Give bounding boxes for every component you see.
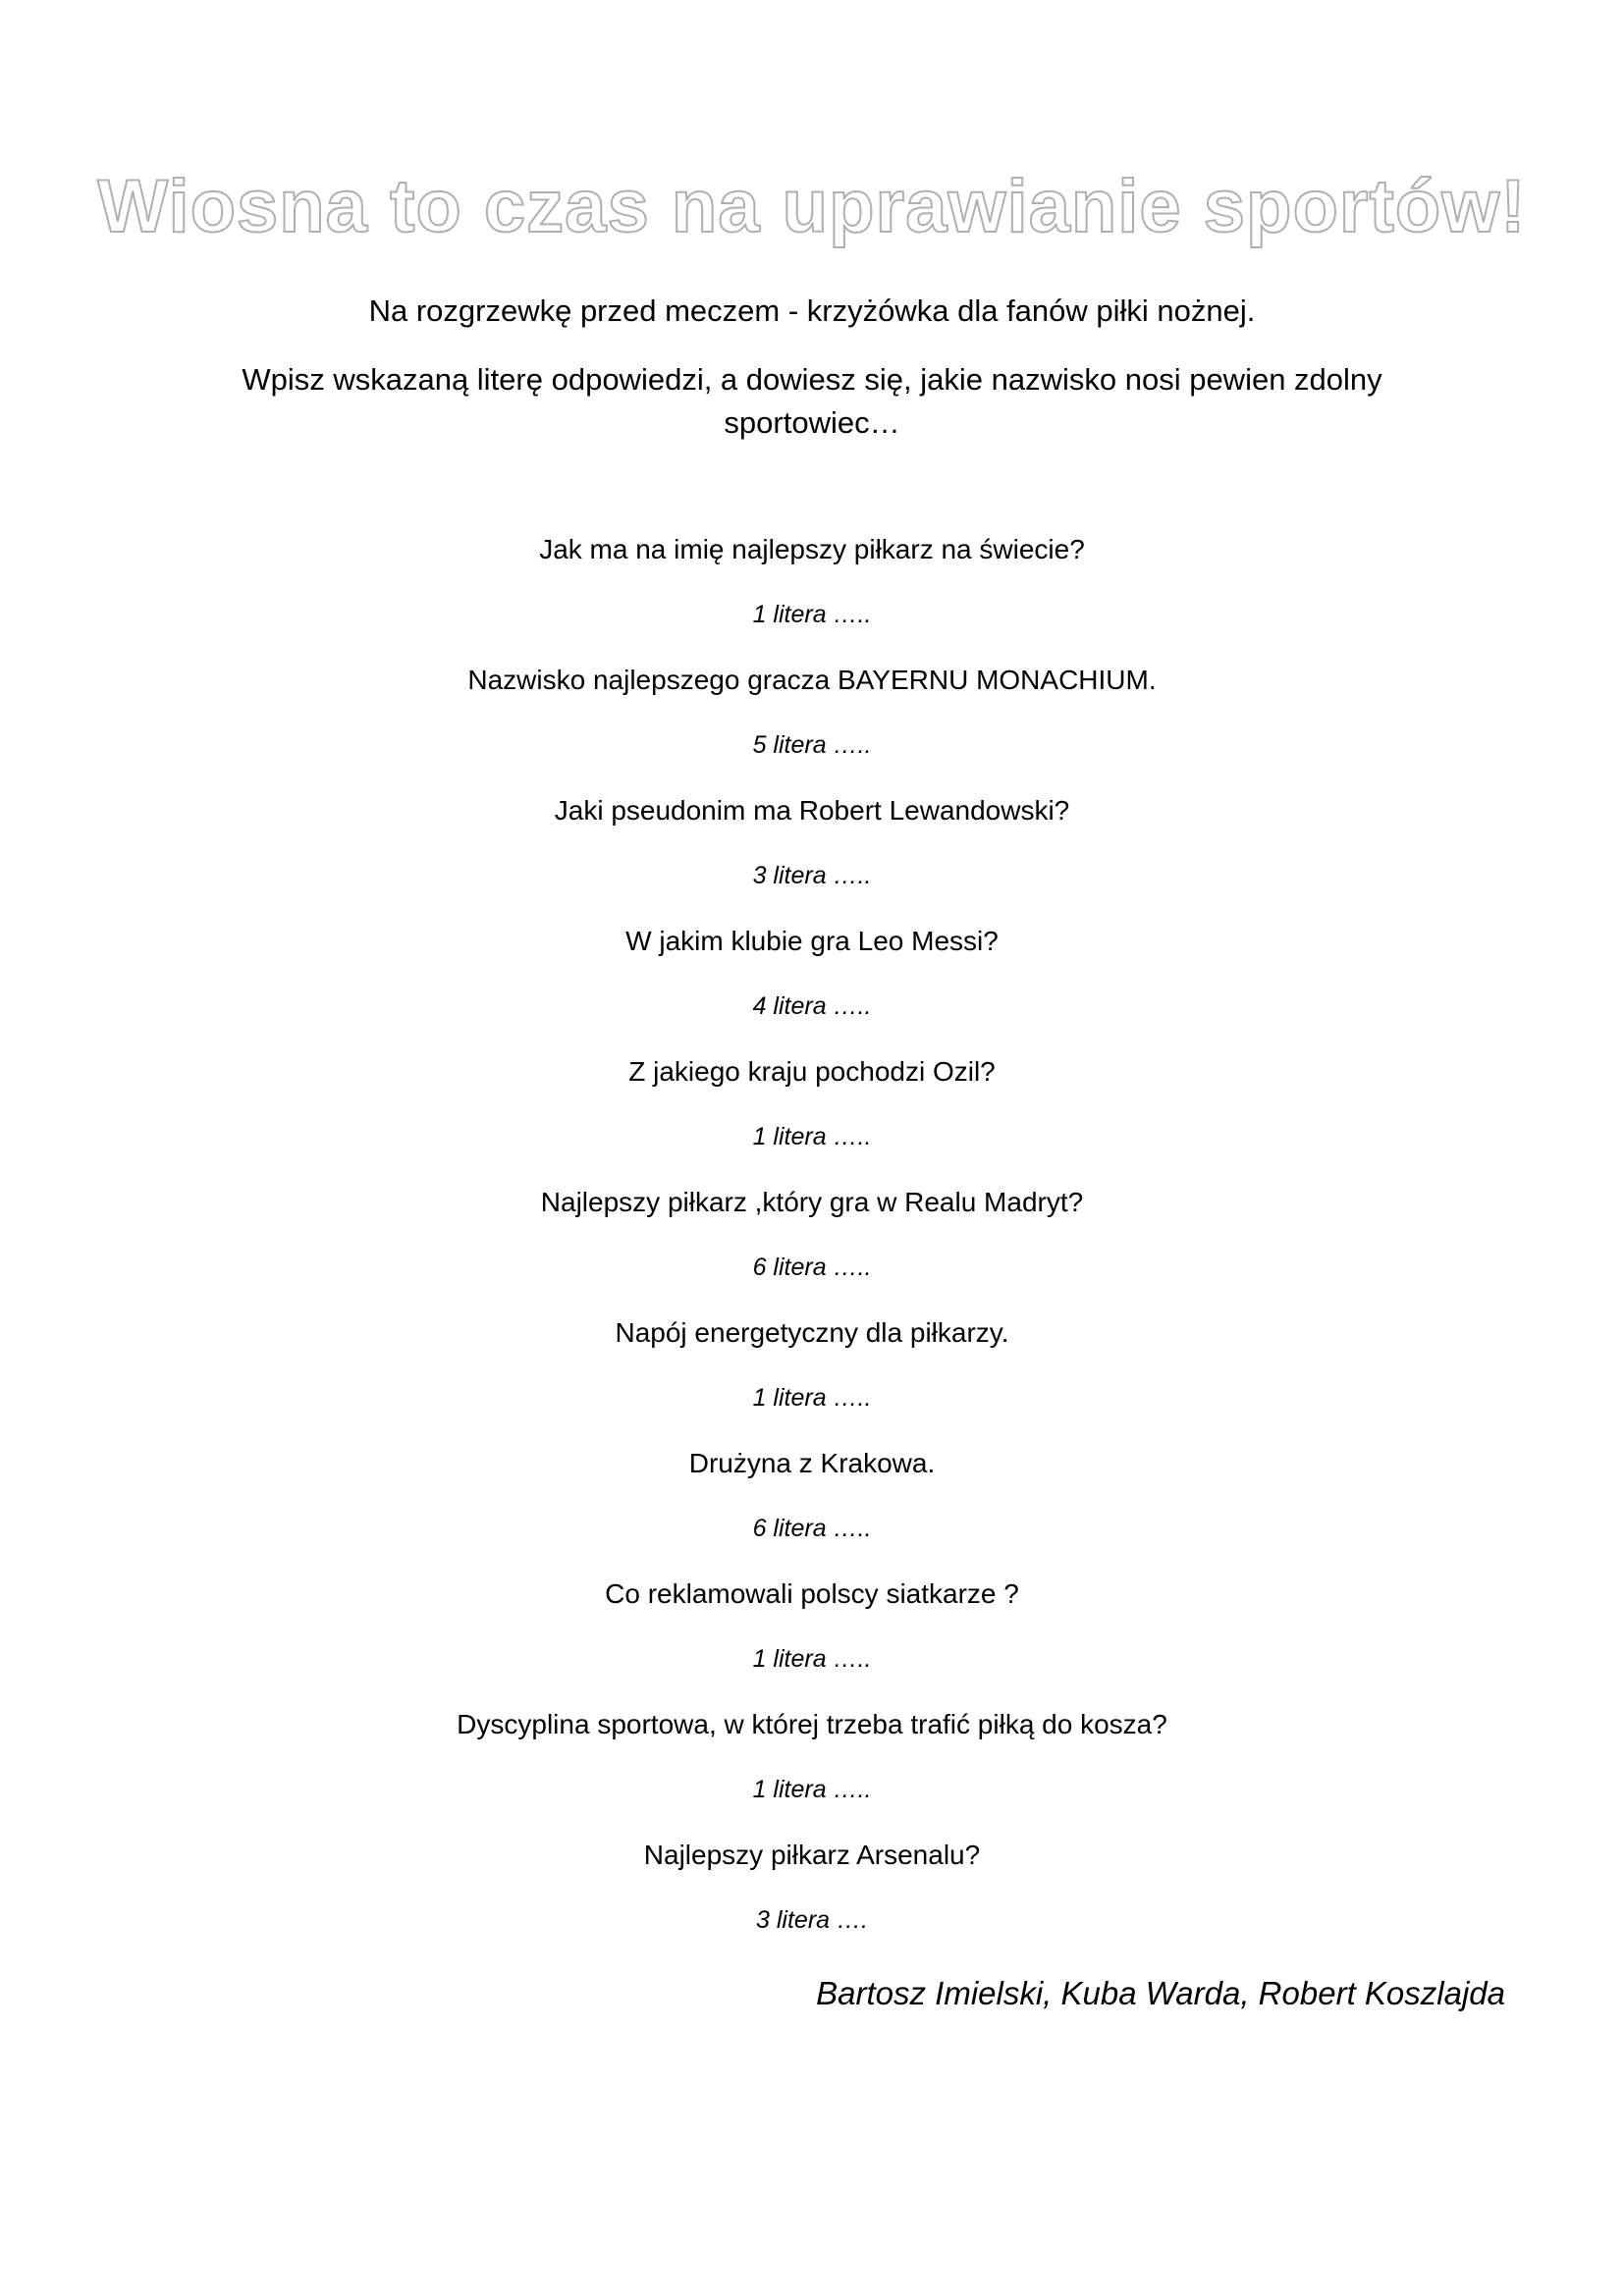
question-item bbox=[0, 1444, 1624, 1548]
question-text: Najlepszy piłkarz ,który gra w Realu Madryt? bbox=[540, 1187, 1084, 1217]
question-text: Dyscyplina sportowa, w której trzeba trafić piłką do kosza? bbox=[457, 1709, 1167, 1739]
question-item bbox=[0, 922, 1624, 1026]
question-text: Co reklamowali polscy siatkarze ? bbox=[605, 1578, 1019, 1609]
question-hint: 6 litera ….. bbox=[752, 1254, 872, 1281]
question-hint: 3 litera ….. bbox=[752, 862, 872, 889]
question-item bbox=[0, 1052, 1624, 1156]
question-hint: 4 litera ….. bbox=[752, 992, 872, 1020]
question-item bbox=[0, 1183, 1624, 1287]
question-hint: 1 litera ….. bbox=[752, 601, 872, 628]
question-text: Drużyna z Krakowa. bbox=[688, 1448, 936, 1478]
question-text: Jak ma na imię najlepszy piłkarz na świecie? bbox=[539, 534, 1085, 564]
question-item bbox=[0, 1575, 1624, 1679]
question-text: Nazwisko najlepszego gracza BAYERNU MONACHIUM. bbox=[467, 665, 1157, 695]
question-item bbox=[0, 1705, 1624, 1809]
intro-line-2: Wpisz wskazaną literę odpowiedzi, a dowiesz się, jakie nazwisko nosi pewien zdolny sportowiec… bbox=[242, 362, 1382, 440]
question-hint: 3 litera …. bbox=[756, 1906, 868, 1934]
intro-line-1: Na rozgrzewkę przed meczem - krzyżówka dla fanów piłki nożnej. bbox=[368, 294, 1256, 328]
question-hint: 1 litera ….. bbox=[752, 1123, 872, 1150]
question-hint: 1 litera ….. bbox=[752, 1645, 872, 1673]
question-list bbox=[0, 530, 1624, 1966]
page-title: Wiosna to czas na uprawianie sportów! bbox=[97, 165, 1527, 248]
authors-signature: Bartosz Imielski, Kuba Warda, Robert Koszlajda bbox=[816, 1975, 1505, 2011]
question-hint: 1 litera ….. bbox=[752, 1776, 872, 1803]
question-item bbox=[0, 530, 1624, 634]
question-item bbox=[0, 1313, 1624, 1417]
question-text: Z jakiego kraju pochodzi Ozil? bbox=[628, 1056, 996, 1087]
question-hint: 1 litera ….. bbox=[752, 1384, 872, 1412]
question-item bbox=[0, 661, 1624, 765]
question-text: W jakim klubie gra Leo Messi? bbox=[625, 926, 999, 956]
question-item bbox=[0, 1836, 1624, 1940]
question-text: Najlepszy piłkarz Arsenalu? bbox=[643, 1840, 981, 1870]
question-hint: 5 litera ….. bbox=[752, 731, 872, 759]
question-item bbox=[0, 791, 1624, 895]
question-hint: 6 litera ….. bbox=[752, 1515, 872, 1542]
question-text: Jaki pseudonim ma Robert Lewandowski? bbox=[554, 795, 1070, 826]
question-text: Napój energetyczny dla piłkarzy. bbox=[615, 1317, 1009, 1348]
